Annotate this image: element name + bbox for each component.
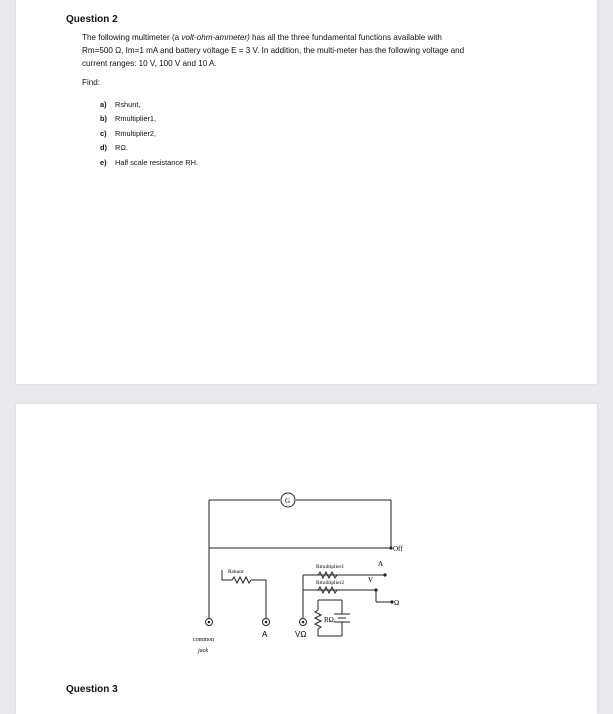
meter-symbol: G (285, 497, 291, 505)
jack-a-label: A (262, 630, 268, 639)
r-multiplier1-label: Rmultiplier1 (316, 564, 345, 570)
r-shunt-label: Rshunt (228, 569, 244, 575)
list-item: a) Rshunt, (100, 100, 141, 109)
question-2-title: Question 2 (66, 14, 118, 25)
list-item: b) Rmultiplier1, (100, 114, 157, 124)
switch-a-label: A (378, 560, 384, 568)
r-multiplier2-label: Rmultiplier2 (316, 580, 345, 586)
switch-v-label: V (368, 576, 374, 584)
common-jack-label-1: common (193, 637, 214, 643)
r-ohm-label: RΩ (324, 616, 334, 624)
question-3-title: Question 3 (66, 684, 118, 695)
jack-vohm-label: VΩ (295, 630, 307, 639)
list-item: c) Rmultiplier2, (100, 128, 157, 138)
list-item: e) Half scale resistance RH. (100, 157, 198, 167)
question-2-paragraph: The following multimeter (a volt-ohm-ammeter) has all the three fundamental functions available with Rm=500 Ω, Im=1 mA and battery voltage E = 3 V. In addition, the multi-meter has the following voltage and current ranges: 10 V, 100 V and 10 A. (82, 33, 465, 68)
find-label: Find: (82, 78, 100, 87)
switch-ohm-label: Ω (394, 599, 400, 607)
common-jack-label-2: jack (198, 648, 208, 654)
switch-off-label: Off (393, 545, 403, 553)
list-item: d) RΩ. (100, 143, 128, 153)
